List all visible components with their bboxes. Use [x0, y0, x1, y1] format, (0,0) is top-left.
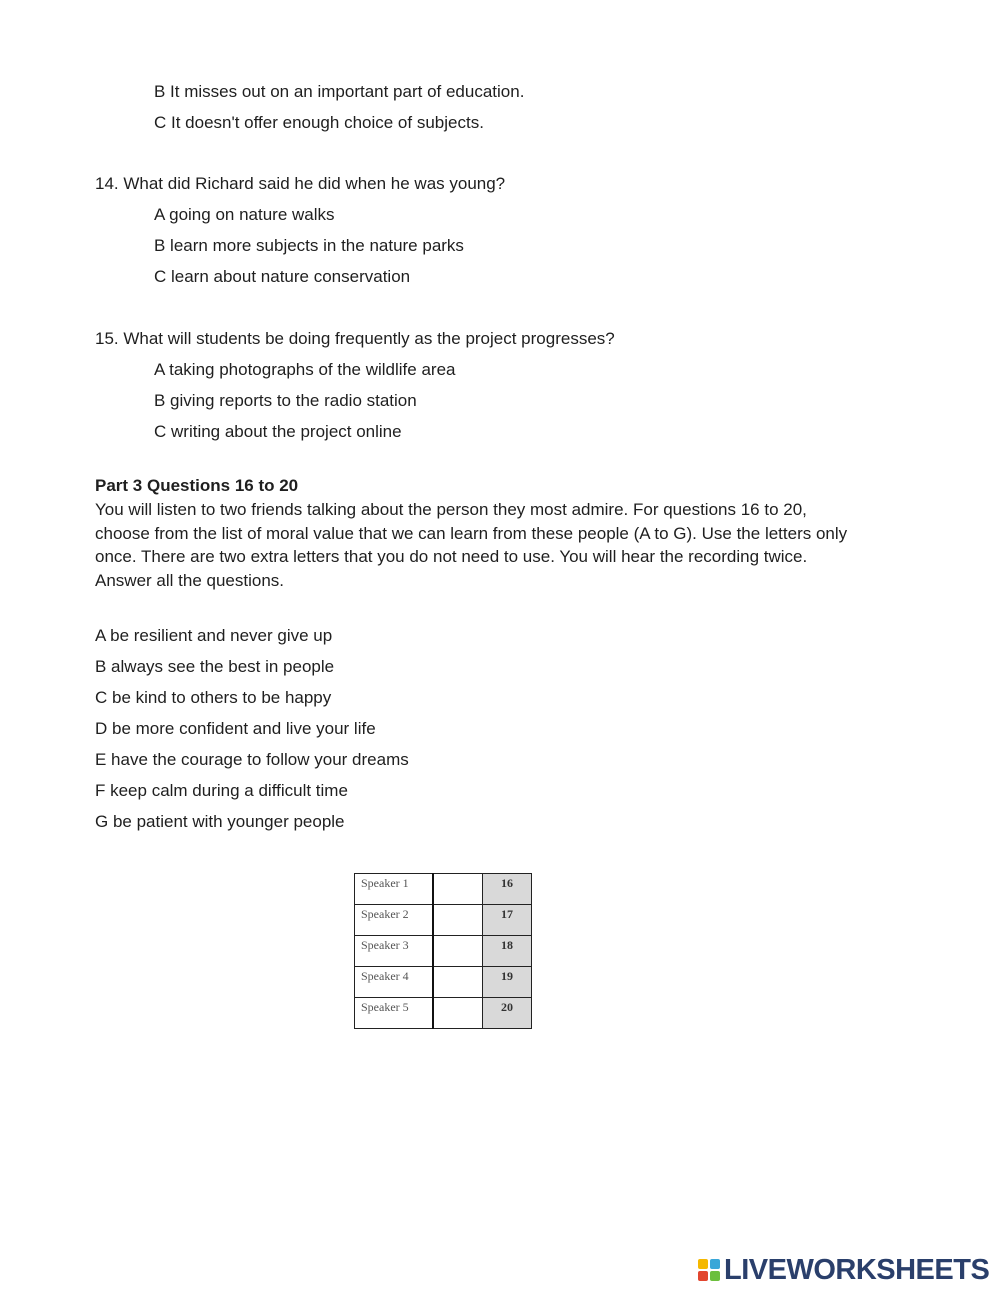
table-row [355, 874, 532, 905]
speaker-label: Speaker 4 [355, 967, 434, 998]
logo-squares-icon [698, 1259, 720, 1281]
part3-heading: Part 3 Questions 16 to 20 [95, 476, 299, 495]
part3-instructions: You will listen to two friends talking about the person they most admire. For questions 16 to 20, choose from the list of moral value that we can learn from these people (A to G). Use the letters only once. There are two extra letters that you do not need to use. You will hear the recording twice. Answer all the questions. [95, 500, 848, 590]
speaker-label: Speaker 2 [355, 905, 434, 936]
speaker-label: Speaker 3 [355, 936, 434, 967]
logo-square-1 [698, 1259, 708, 1269]
table-row [355, 936, 532, 967]
value-g: G be patient with younger people [95, 812, 345, 831]
answer-cell-20[interactable] [433, 998, 483, 1029]
value-e: E have the courage to follow your dreams [95, 750, 409, 769]
q15-option-b: B giving reports to the radio station [154, 391, 417, 410]
q14-question: 14. What did Richard said he did when he was young? [95, 174, 506, 193]
answer-cell-18[interactable] [433, 936, 483, 967]
question-number: 17 [483, 905, 532, 936]
q14-option-a: A going on nature walks [154, 205, 335, 224]
question-number: 20 [483, 998, 532, 1029]
speaker-label: Speaker 5 [355, 998, 434, 1029]
value-d: D be more confident and live your life [95, 719, 376, 738]
logo-square-4 [710, 1271, 720, 1281]
logo-square-2 [710, 1259, 720, 1269]
value-c: C be kind to others to be happy [95, 688, 332, 707]
value-f: F keep calm during a difficult time [95, 781, 348, 800]
question-number: 16 [483, 874, 532, 905]
table-row [355, 905, 532, 936]
table-row [355, 998, 532, 1029]
value-b: B always see the best in people [95, 657, 335, 676]
value-a: A be resilient and never give up [95, 626, 333, 645]
q15-option-c: C writing about the project online [154, 422, 402, 441]
answer-table [354, 873, 532, 1029]
table-row [355, 967, 532, 998]
question-number: 18 [483, 936, 532, 967]
logo-text: LIVEWORKSHEETS [724, 1253, 990, 1286]
q13-option-b: B It misses out on an important part of education. [154, 82, 525, 101]
answer-cell-19[interactable] [433, 967, 483, 998]
q14-option-c: C learn about nature conservation [154, 267, 411, 286]
answer-cell-16[interactable] [433, 874, 483, 905]
answer-cell-17[interactable] [433, 905, 483, 936]
speaker-label: Speaker 1 [355, 874, 434, 905]
q14-option-b: B learn more subjects in the nature parks [154, 236, 464, 255]
q15-question: 15. What will students be doing frequently as the project progresses? [95, 329, 615, 348]
liveworksheets-logo[interactable] [698, 1254, 989, 1286]
logo-square-3 [698, 1271, 708, 1281]
q13-option-c: C It doesn't offer enough choice of subjects. [154, 113, 484, 132]
question-number: 19 [483, 967, 532, 998]
q15-option-a: A taking photographs of the wildlife area [154, 360, 456, 379]
